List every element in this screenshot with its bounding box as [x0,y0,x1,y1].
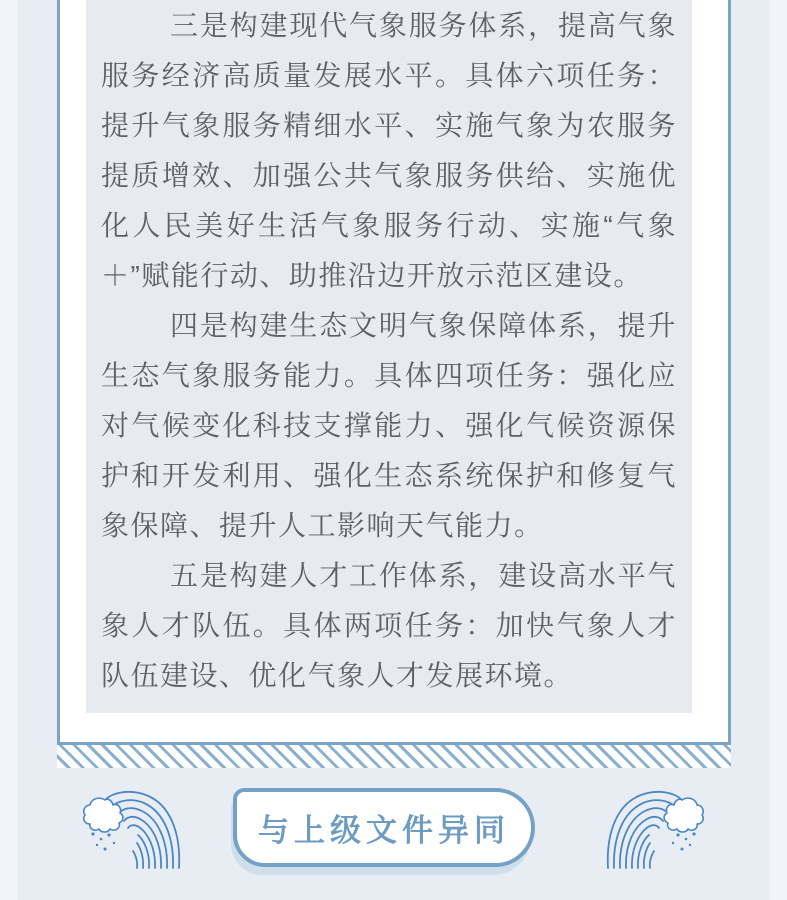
document-card [57,0,731,745]
paragraph-task-4: 四是构建生态文明气象保障体系，提升生态气象服务能力。具体四项任务：强化应对气候变化科技支撑能力、强化气候资源保护和开发利用、强化生态系统保护和修复气象保障、提升人工影响天气能力。 [101,310,677,541]
document-text-panel [86,0,692,713]
compare-with-superior-document-button[interactable]: 与上级文件异同 [233,788,535,867]
paragraph-task-3: 三是构建现代气象服务体系，提高气象服务经济高质量发展水平。具体六项任务：提升气象服务精细水平、实施气象为农服务提质增效、加强公共气象服务供给、实施优化人民美好生活气象服务行动、实施“气象＋”赋能行动、助推沿边开放示范区建设。 [101,10,677,291]
hatched-divider [57,745,731,768]
wave-splash-icon [605,787,705,872]
article-section [18,0,769,900]
wave-splash-icon [82,787,182,872]
paragraph-task-5: 五是构建人才工作体系，建设高水平气象人才队伍。具体两项任务：加快气象人才队伍建设、优化气象人才发展环境。 [101,560,677,691]
